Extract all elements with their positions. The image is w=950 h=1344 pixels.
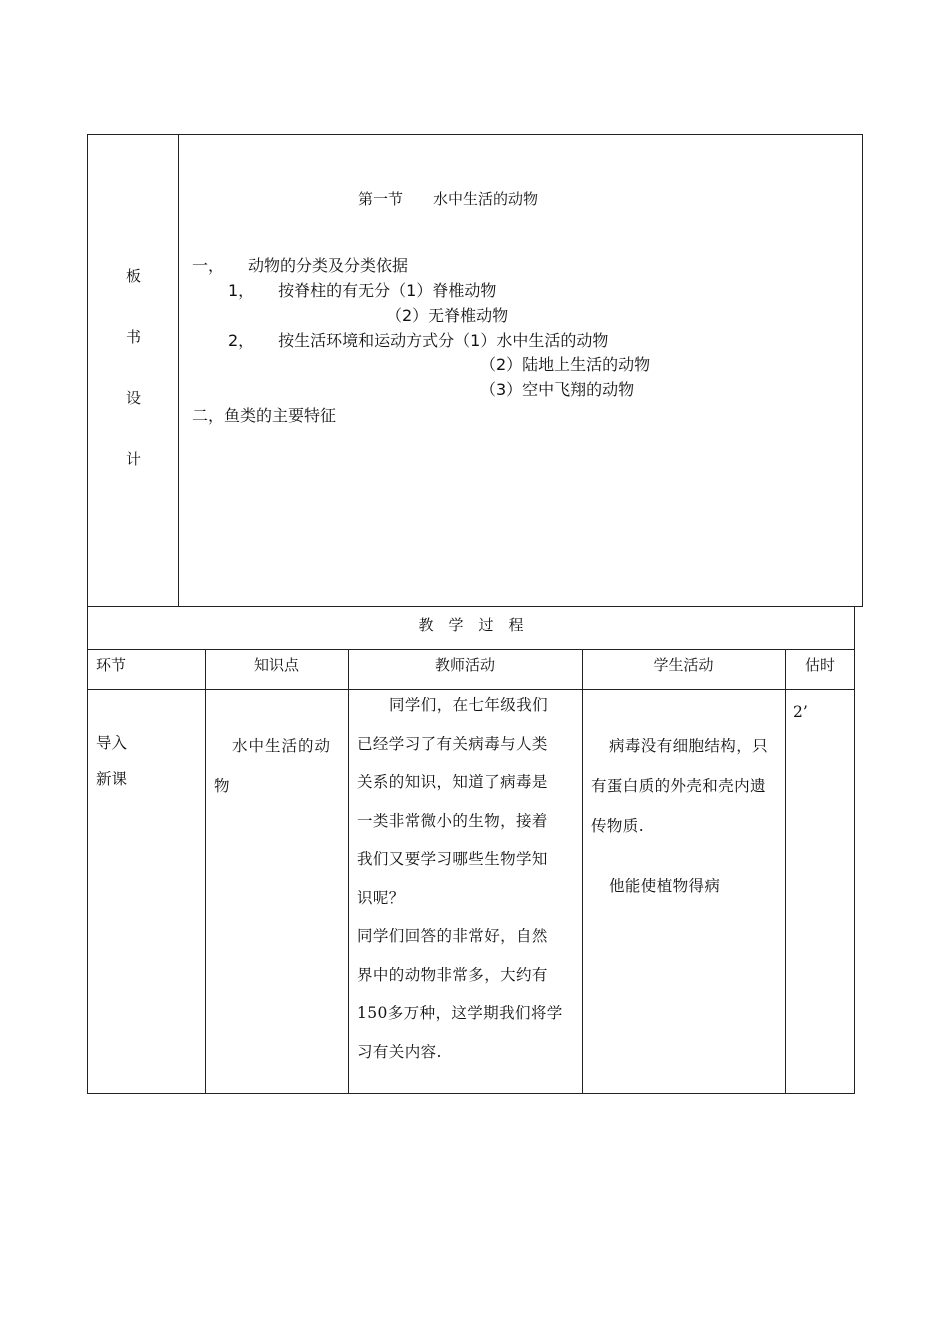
teacher-line: 我们又要学习哪些生物学知: [357, 850, 548, 868]
board-design-table: [87, 134, 863, 607]
teaching-process-table: [87, 607, 855, 1094]
teacher-line: 关系的知识，知道了病毒是: [357, 773, 548, 791]
teacher-line: 已经学习了有关病毒与人类: [357, 734, 548, 753]
teacher-line: 同学们回答的非常好，自然: [357, 927, 548, 945]
student-line-spacer: [591, 846, 783, 866]
header-student-activity: 学生活动: [653, 656, 714, 674]
side-label-char: 计: [125, 450, 141, 468]
teacher-activity-cell: [357, 686, 577, 1071]
side-label-char: 书: [125, 328, 141, 346]
board-line: （3）空中飞翔的动物: [480, 380, 635, 399]
knowledge-line: 物: [214, 777, 230, 795]
board-title: 第一节 水中生活的动物: [358, 190, 539, 208]
stage-cell: [96, 725, 127, 797]
knowledge-line: 水中生活的动: [232, 737, 332, 755]
student-activity-cell: [591, 726, 783, 906]
board-line: 二，鱼类的主要特征: [192, 406, 337, 425]
knowledge-cell: [214, 726, 346, 806]
board-line: 一， 动物的分类及分类依据: [192, 256, 409, 275]
student-line: 他能使植物得病: [609, 877, 721, 895]
side-label-char: 板: [125, 267, 141, 285]
teacher-line: 同学们，在七年级我们: [389, 696, 549, 714]
student-line: 病毒没有细胞结构，只: [609, 737, 769, 755]
side-label-char: 设: [125, 389, 141, 407]
header-knowledge: 知识点: [253, 656, 299, 674]
teacher-line: 识呢？: [357, 888, 405, 907]
student-line: 传物质.: [591, 817, 645, 835]
board-line: （2）无脊椎动物: [386, 306, 509, 325]
stage-line: 新课: [96, 770, 128, 788]
column-divider: [785, 649, 786, 1093]
table-divider: [88, 649, 854, 650]
stage-line: 导入: [96, 734, 128, 752]
header-teacher-activity: 教师活动: [434, 656, 495, 674]
header-stage: 环节: [96, 656, 127, 674]
board-side-column: [88, 135, 179, 606]
time-cell: 2’: [793, 703, 808, 721]
board-line: 1， 按脊柱的有无分（1）脊椎动物: [228, 281, 497, 300]
teacher-line: 一类非常微小的生物，接着: [357, 811, 548, 830]
board-line: 2， 按生活环境和运动方式分（1）水中生活的动物: [228, 331, 609, 350]
teacher-line: 习有关内容.: [357, 1042, 442, 1061]
column-divider: [205, 649, 206, 1093]
header-time: 估时: [804, 656, 835, 674]
student-line: 有蛋白质的外壳和壳内遗: [591, 777, 766, 795]
process-title: 教 学 过 程: [418, 616, 524, 634]
column-divider: [582, 649, 583, 1093]
teacher-line: 界中的动物非常多，大约有: [357, 965, 548, 984]
board-line: （2）陆地上生活的动物: [480, 355, 651, 374]
teacher-line: 150多万种，这学期我们将学: [357, 1004, 563, 1022]
column-divider: [348, 649, 349, 1093]
